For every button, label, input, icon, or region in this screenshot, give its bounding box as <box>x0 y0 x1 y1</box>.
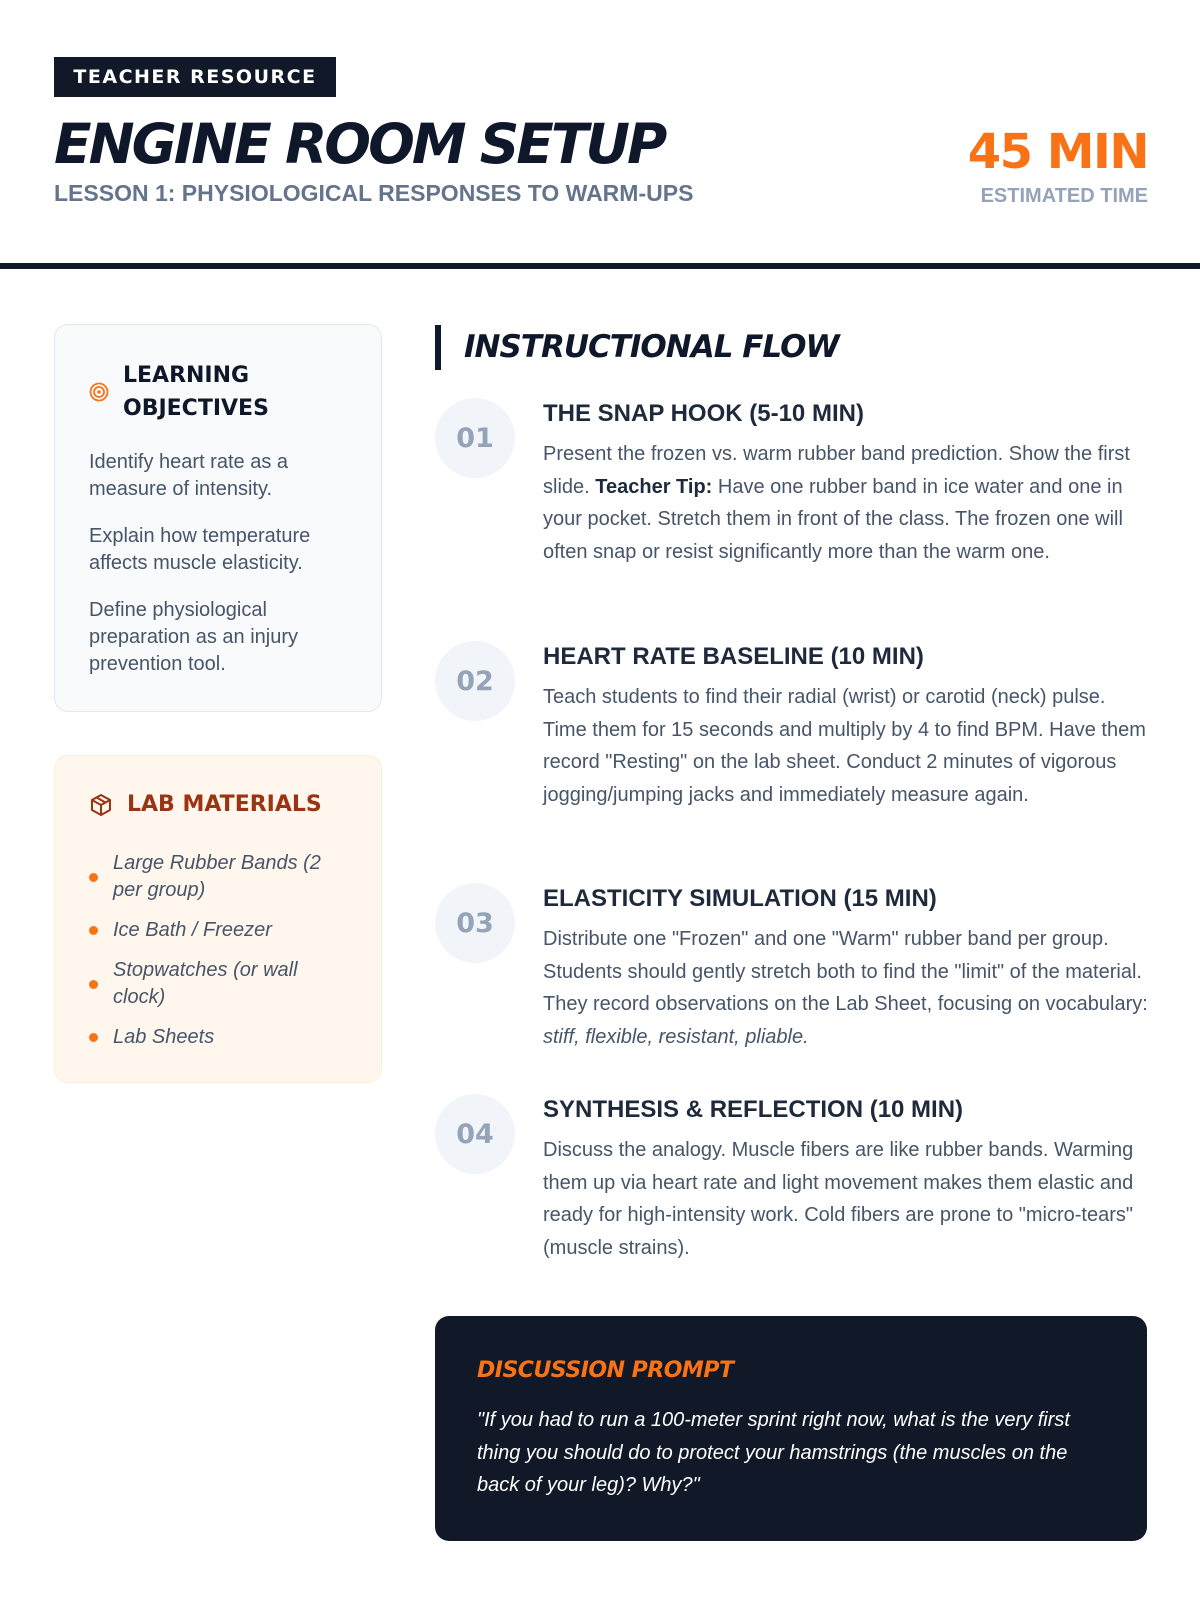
material-item-label: Stopwatches (or wall clock) <box>113 959 298 1008</box>
step-description <box>543 438 1148 568</box>
step-description: Teach students to find their radial (wrist) or carotid (neck) pulse. Time them for 15 seconds and multiply by 4 to find BPM. Have them record "Resting" on the lab sheet. Conduct 2 minutes of vigorous jogging/jumping jacks and immediately measure again. <box>543 686 1146 806</box>
vocabulary-terms: stiff, flexible, resistant, pliable. <box>543 1025 809 1048</box>
bullet-dot-icon <box>89 1033 98 1042</box>
header-divider <box>0 263 1200 269</box>
material-item-label: Ice Bath / Freezer <box>113 919 272 941</box>
materials-heading-label: LAB MATERIALS <box>127 792 322 817</box>
flow-accent-bar <box>435 325 441 370</box>
objective-item: Identify heart rate as a measure of intensity. <box>89 451 289 500</box>
discussion-prompt-heading: DISCUSSION PROMPT <box>477 1358 734 1383</box>
learning-objectives-card <box>54 324 382 712</box>
material-item <box>89 917 349 944</box>
page-title: ENGINE ROOM SETUP <box>54 112 665 176</box>
step-number-badge: 03 <box>435 883 515 963</box>
step-title: THE SNAP HOOK (5-10 MIN) <box>543 400 864 427</box>
target-icon <box>89 382 109 402</box>
objective-item: Define physiological preparation as an injury prevention tool. <box>89 599 299 675</box>
step-description: Discuss the analogy. Muscle fibers are like rubber bands. Warming them up via heart rate and light movement makes them elastic and ready for high-intensity work. Cold fibers are prone to "micro-tears" (muscle strains). <box>543 1139 1134 1259</box>
step-number-badge: 01 <box>435 398 515 478</box>
discussion-prompt-text: "If you had to run a 100-meter sprint right now, what is the very first thing you should do to protect your hamstrings (the muscles on the back of your leg)? Why?" <box>477 1409 1070 1496</box>
material-item <box>89 1024 349 1051</box>
teacher-resource-badge: TEACHER RESOURCE <box>54 57 336 97</box>
step-title: ELASTICITY SIMULATION (15 MIN) <box>543 885 937 912</box>
teacher-tip-label: Teacher Tip: <box>595 475 713 498</box>
step-description <box>543 923 1148 1053</box>
estimated-time-label: ESTIMATED TIME <box>980 185 1148 207</box>
materials-heading <box>89 788 322 821</box>
step-title: HEART RATE BASELINE (10 MIN) <box>543 643 924 670</box>
step-text: Have one rubber band in ice water and one in your pocket. Stretch them in front of the class. The frozen one will often snap or resist significantly more than the warm one. <box>543 475 1123 563</box>
material-item <box>89 850 349 904</box>
lesson-subtitle: LESSON 1: PHYSIOLOGICAL RESPONSES TO WARM-UPS <box>54 180 694 206</box>
step-number-badge: 02 <box>435 641 515 721</box>
material-item-label: Large Rubber Bands (2 per group) <box>113 852 321 901</box>
package-icon <box>89 793 113 817</box>
objectives-heading-line2: OBJECTIVES <box>123 396 269 421</box>
objectives-heading <box>89 359 269 425</box>
bullet-dot-icon <box>89 926 98 935</box>
objectives-list <box>89 449 359 698</box>
material-item-label: Lab Sheets <box>113 1026 215 1048</box>
step-title: SYNTHESIS & REFLECTION (10 MIN) <box>543 1096 964 1123</box>
discussion-prompt-card <box>435 1316 1147 1541</box>
lab-materials-card <box>54 755 382 1083</box>
instructional-flow-heading: INSTRUCTIONAL FLOW <box>464 329 839 365</box>
bullet-dot-icon <box>89 980 98 989</box>
estimated-time-value: 45 MIN <box>967 124 1148 180</box>
objective-item: Explain how temperature affects muscle elasticity. <box>89 525 311 574</box>
materials-list <box>89 850 349 1064</box>
step-number-badge: 04 <box>435 1094 515 1174</box>
objectives-heading-line1: LEARNING <box>123 363 250 388</box>
bullet-dot-icon <box>89 873 98 882</box>
step-text: Distribute one "Frozen" and one "Warm" rubber band per group. Students should gently stretch both to find the "limit" of the material. They record observations on the Lab Sheet, focusing on vocabulary: <box>543 928 1148 1015</box>
material-item <box>89 957 349 1011</box>
step-text: Present the frozen vs. warm rubber band prediction. Show the first slide. <box>543 443 1130 498</box>
